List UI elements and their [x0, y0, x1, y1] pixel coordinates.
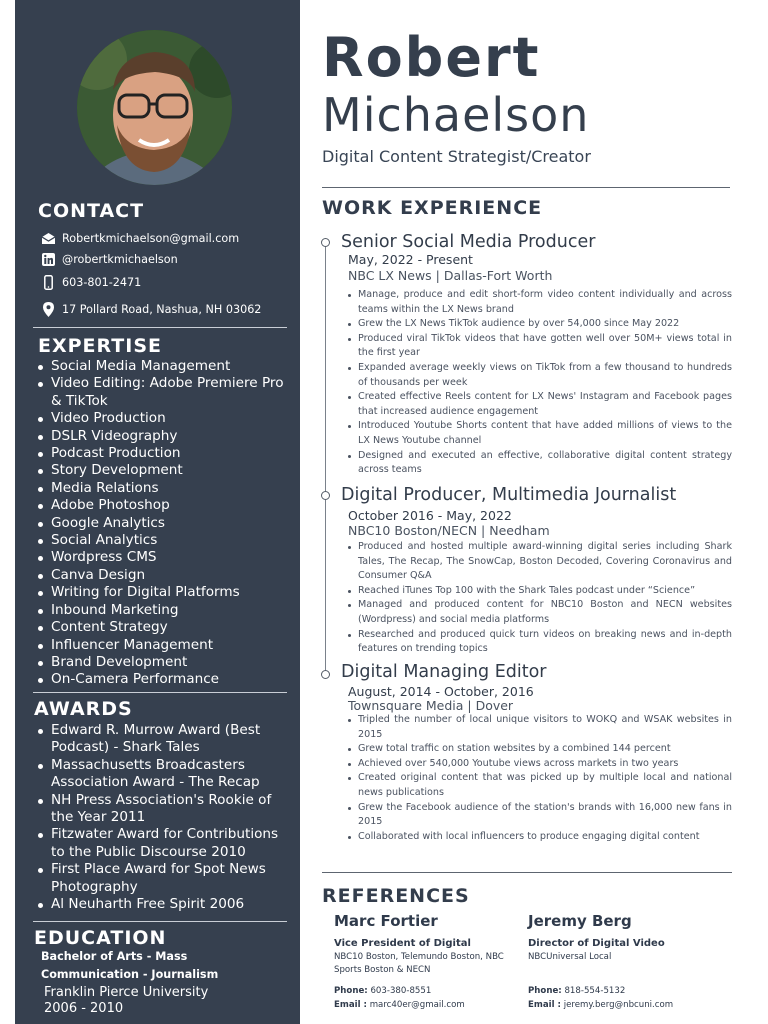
- reference-title: Director of Digital Video: [528, 938, 665, 949]
- last-name: Michaelson: [322, 88, 590, 142]
- reference-name: Jeremy Berg: [528, 912, 632, 930]
- job-dates: October 2016 - May, 2022: [348, 508, 512, 523]
- job-bullet: Produced viral TikTok videos that have gotten well over 50M+ views total in the first year: [348, 332, 732, 361]
- reference-card: [334, 912, 509, 1010]
- profile-photo-illustration: [77, 30, 232, 185]
- reference-email-row[interactable]: [528, 1000, 728, 1010]
- job-bullet: Grew the Facebook audience of the station's brands with 16,000 new fans in 2015: [348, 801, 732, 830]
- expertise-item: Media Relations: [33, 480, 295, 497]
- job-bullet: Collaborated with local influencers to produce engaging digital content: [348, 830, 732, 845]
- job-bullet: Expanded average weekly views on TikTok from a few thousand to hundreds of thousands per week: [348, 361, 732, 390]
- reference-title: Vice President of Digital: [334, 938, 471, 949]
- expertise-item: Inbound Marketing: [33, 602, 295, 619]
- expertise-heading: EXPERTISE: [38, 335, 163, 357]
- expertise-item: Content Strategy: [33, 619, 295, 636]
- contact-phone[interactable]: 603-801-2471: [62, 276, 142, 289]
- award-item: Fitzwater Award for Contributions to the Public Discourse 2010: [33, 826, 295, 861]
- education-school: Franklin Pierce University: [44, 985, 209, 1000]
- job-bullet: Managed and produced content for NBC10 Boston and NECN websites (Wordpress) and social media platforms: [348, 598, 732, 627]
- contact-email[interactable]: Robertkmichaelson@gmail.com: [62, 232, 240, 245]
- expertise-item: Video Production: [33, 410, 295, 427]
- education-years: 2006 - 2010: [44, 1001, 124, 1016]
- work-experience-heading: WORK EXPERIENCE: [322, 197, 543, 219]
- expertise-item: Social Analytics: [33, 532, 295, 549]
- expertise-item: Social Media Management: [33, 358, 295, 375]
- reference-org: NBCUniversal Local: [528, 952, 612, 962]
- education-heading: EDUCATION: [34, 927, 167, 949]
- reference-email-row[interactable]: [334, 1000, 509, 1010]
- expertise-list: [33, 358, 295, 689]
- timeline-dot: [321, 491, 330, 500]
- job-title: Senior Social Media Producer: [341, 232, 596, 252]
- job-bullet: Grew total traffic on station websites by a combined 144 percent: [348, 742, 732, 757]
- reference-name: Marc Fortier: [334, 912, 438, 930]
- job-bullet: Created effective Reels content for LX News' Instagram and Facebook pages that increased audience engagement: [348, 390, 732, 419]
- job-dates: August, 2014 - October, 2016: [348, 684, 534, 699]
- award-item: Massachusetts Broadcasters Association Award - The Recap: [33, 757, 295, 792]
- job-bullets: [348, 540, 732, 657]
- profile-photo: [77, 30, 232, 185]
- reference-email-label: Email :: [334, 1000, 367, 1010]
- references-divider: [322, 872, 732, 873]
- sidebar: [15, 0, 300, 1024]
- sidebar-divider: [33, 327, 287, 328]
- expertise-item: Writing for Digital Platforms: [33, 584, 295, 601]
- job-bullet: Achieved over 540,000 Youtube views across markets in two years: [348, 757, 732, 772]
- job-bullets: [348, 288, 732, 478]
- work-timeline: [325, 242, 326, 672]
- job-org: NBC10 Boston/NECN | Needham: [348, 523, 550, 538]
- reference-email[interactable]: jeremy.berg@nbcuni.com: [563, 999, 674, 1010]
- expertise-item: Story Development: [33, 462, 295, 479]
- location-pin-icon: [41, 302, 56, 317]
- expertise-item: DSLR Videography: [33, 428, 295, 445]
- timeline-dot: [321, 670, 330, 679]
- expertise-item: On-Camera Performance: [33, 671, 295, 688]
- envelope-icon: [41, 231, 56, 246]
- job-bullet: Designed and executed an effective, collaborative digital content strategy across teams: [348, 449, 732, 478]
- contact-linkedin-row[interactable]: [41, 252, 178, 267]
- expertise-item: Podcast Production: [33, 445, 295, 462]
- job-bullet: Grew the LX News TikTok audience by over 54,000 since May 2022: [348, 317, 732, 332]
- expertise-item: Google Analytics: [33, 515, 295, 532]
- reference-phone[interactable]: 818-554-5132: [564, 985, 626, 996]
- reference-phone-label: Phone:: [334, 986, 368, 996]
- header-divider: [322, 187, 730, 188]
- first-name: Robert: [322, 26, 541, 89]
- expertise-item: Influencer Management: [33, 637, 295, 654]
- award-item: Edward R. Murrow Award (Best Podcast) - Shark Tales: [33, 722, 295, 757]
- job-title: Digital Managing Editor: [341, 662, 547, 682]
- expertise-item: Video Editing: Adobe Premiere Pro & TikTok: [33, 375, 295, 410]
- job-org: NBC LX News | Dallas-Fort Worth: [348, 268, 553, 283]
- job-dates: May, 2022 - Present: [348, 252, 473, 267]
- job-bullet: Introduced Youtube Shorts content that have added millions of views to the LX News Youtube channel: [348, 419, 732, 448]
- sidebar-divider: [33, 692, 287, 693]
- reference-phone-row[interactable]: [528, 986, 728, 996]
- reference-card: [528, 912, 728, 1010]
- awards-list: [33, 722, 295, 913]
- contact-email-row[interactable]: [41, 231, 239, 246]
- job-bullet: Produced and hosted multiple award-winning digital series including Shark Tales, The Recap, The SnowCap, Boston Decoded, Covering Coronavirus and Consumer Q&A: [348, 540, 732, 584]
- timeline-dot: [321, 238, 330, 247]
- sidebar-divider: [33, 921, 287, 922]
- contact-address-row: [41, 302, 261, 317]
- job-headline: Digital Content Strategist/Creator: [322, 147, 591, 166]
- job-title: Digital Producer, Multimedia Journalist: [341, 485, 677, 505]
- reference-org: NBC10 Boston, Telemundo Boston, NBC Sports Boston & NECN: [334, 952, 504, 975]
- job-bullets: [348, 713, 732, 844]
- expertise-item: Canva Design: [33, 567, 295, 584]
- contact-address: 17 Pollard Road, Nashua, NH 03062: [62, 303, 262, 316]
- education-degree: Bachelor of Arts - Mass Communication - Journalism: [41, 950, 219, 981]
- job-bullet: Researched and produced quick turn videos on breaking news and in-depth features on trending topics: [348, 628, 732, 657]
- contact-heading: CONTACT: [38, 200, 145, 222]
- references-heading: REFERENCES: [322, 885, 470, 907]
- contact-linkedin[interactable]: @robertkmichaelson: [62, 253, 178, 266]
- expertise-item: Wordpress CMS: [33, 549, 295, 566]
- job-org: Townsquare Media | Dover: [348, 698, 514, 713]
- award-item: NH Press Association's Rookie of the Year 2011: [33, 792, 295, 827]
- job-bullet: Manage, produce and edit short-form video content individually and across teams within the LX News brand: [348, 288, 732, 317]
- reference-phone-label: Phone:: [528, 985, 562, 996]
- job-bullet: Reached iTunes Top 100 with the Shark Tales podcast under “Science”: [348, 584, 732, 599]
- phone-icon: [41, 275, 56, 290]
- linkedin-icon: [41, 252, 56, 267]
- reference-email-label: Email :: [528, 999, 561, 1010]
- contact-phone-row[interactable]: [41, 275, 141, 290]
- award-item: First Place Award for Spot News Photography: [33, 861, 295, 896]
- reference-phone-row[interactable]: [334, 986, 509, 996]
- job-bullet: Created original content that was picked up by multiple local and national news publications: [348, 771, 732, 800]
- reference-email[interactable]: marc40er@gmail.com: [369, 1000, 465, 1010]
- expertise-item: Adobe Photoshop: [33, 497, 295, 514]
- awards-heading: AWARDS: [34, 698, 133, 720]
- award-item: Al Neuharth Free Spirit 2006: [33, 896, 295, 913]
- job-bullet: Tripled the number of local unique visitors to WOKQ and WSAK websites in 2015: [348, 713, 732, 742]
- expertise-item: Brand Development: [33, 654, 295, 671]
- reference-phone[interactable]: 603-380-8551: [370, 986, 432, 996]
